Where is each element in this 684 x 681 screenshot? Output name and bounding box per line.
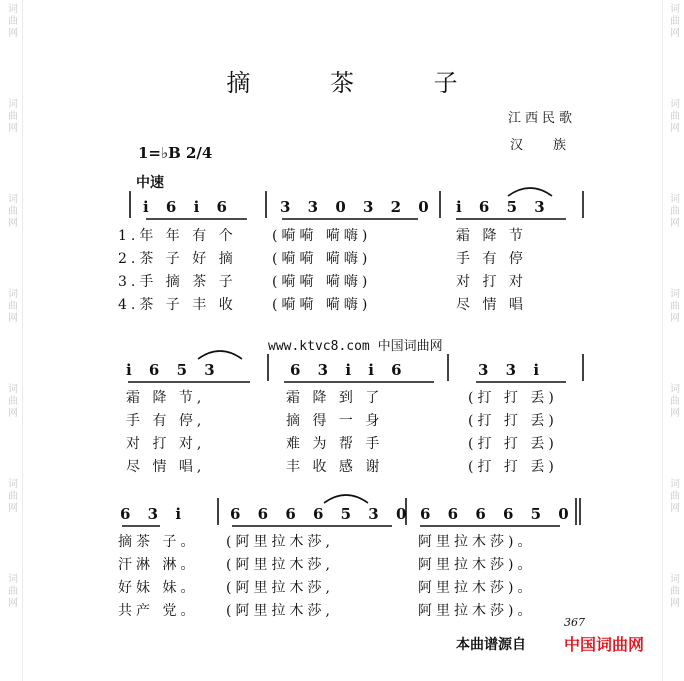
notes-line2-bar3: 3 3 i [478,361,546,379]
side-watermark-text: 词 曲 网 [670,194,680,229]
song-ethnic-group: 汉族 [510,138,597,153]
lyric-line1-verse3: 3.手 摘 茶 子 [118,274,237,290]
lyric-line3-verse2: 汗淋 淋。 [118,557,199,573]
page-number: 367 [564,616,585,629]
lyric-line2-verse3: 对 打 对, [126,436,206,452]
side-watermark-text: 词 曲 网 [8,4,18,39]
lyric-line3-verse2-end: 阿里拉木莎)。 [418,557,536,573]
notes-line1-bar1: i 6 i 6 [143,198,233,216]
tempo-marking: 中速 [136,175,164,191]
lyric-line1-verse2-vocable: (嗬嗬 嗬嗨) [272,251,372,267]
lyric-line2-verse3-mid: 难 为 帮 手 [286,436,384,452]
source-label: 本曲谱源自 [456,637,526,653]
side-watermark-text: 词 曲 网 [670,574,680,609]
side-watermark-text: 词 曲 网 [8,479,18,514]
lyric-line3-verse1-end: 阿里拉木莎)。 [418,534,536,550]
lyric-line1-verse1: 1.年 年 有 个 [118,228,237,244]
notes-line1-bar2: 3 3 0 3 2 0 [280,198,435,216]
notes-line3-bar3: 6 6 6 6 5 0 [420,505,575,523]
lyric-line2-verse2-end: (打 打 丢) [468,413,558,429]
lyric-line2-verse1-mid: 霜 降 到 了 [286,390,384,406]
lyric-line2-verse4-mid: 丰 收 感 谢 [286,459,384,475]
slur [508,188,552,196]
lyric-line3-verse3-mid: (阿里拉木莎, [226,580,334,596]
notes-line3-bar2: 6 6 6 6 5 3 0 [230,505,413,523]
lyric-line1-verse1-end: 霜 降 节 [456,228,527,244]
lyric-line3-verse4-mid: (阿里拉木莎, [226,603,334,619]
lyric-line3-verse1: 摘茶 子。 [118,534,199,550]
song-title: 摘 茶 子 [226,69,494,97]
lyric-line3-verse3-end: 阿里拉木莎)。 [418,580,536,596]
source-site-logo[interactable]: 中国词曲网 [564,635,645,654]
side-watermark-text: 词 曲 网 [670,384,680,419]
lyric-line2-verse2: 手 有 停, [126,413,206,429]
lyric-line3-verse4-end: 阿里拉木莎)。 [418,603,536,619]
notes-line2-bar2: 6 3 i i 6 [290,361,408,379]
key-signature: 1=♭B 2/4 [138,144,213,162]
lyric-line2-verse1: 霜 降 节, [126,390,206,406]
lyric-line1-verse4-vocable: (嗬嗬 嗬嗨) [272,297,372,313]
side-watermark-text: 词 曲 网 [8,194,18,229]
lyric-line2-verse2-mid: 摘 得 一 身 [286,413,384,429]
lyric-line2-verse4-end: (打 打 丢) [468,459,558,475]
lyric-line1-verse4: 4.茶 子 丰 收 [118,297,237,313]
lyric-line3-verse1-mid: (阿里拉木莎, [226,534,334,550]
lyric-line1-verse1-vocable: (嗬嗬 嗬嗨) [272,228,372,244]
side-watermark-text: 词 曲 网 [8,289,18,324]
lyric-line2-verse4: 尽 情 唱, [126,459,206,475]
lyric-line2-verse1-end: (打 打 丢) [468,390,558,406]
lyric-line1-verse3-vocable: (嗬嗬 嗬嗨) [272,274,372,290]
lyric-line3-verse4: 共产 党。 [118,603,199,619]
site-watermark: www.ktvc8.com 中国词曲网 [268,339,443,354]
lyric-line2-verse3-end: (打 打 丢) [468,436,558,452]
slur [324,495,368,503]
side-watermark-text: 词 曲 网 [670,4,680,39]
lyric-line1-verse4-end: 尽 情 唱 [456,297,527,313]
lyric-line1-verse2: 2.茶 子 好 摘 [118,251,237,267]
lyric-line3-verse2-mid: (阿里拉木莎, [226,557,334,573]
slur [198,351,242,359]
notes-line2-bar1: i 6 5 3 [126,361,221,379]
side-watermark-text: 词 曲 网 [670,479,680,514]
notes-line3-bar1: 6 3 i [120,505,188,523]
lyric-line1-verse3-end: 对 打 对 [456,274,527,290]
side-watermark-text: 词 曲 网 [8,99,18,134]
side-watermark-text: 词 曲 网 [8,574,18,609]
side-watermark-text: 词 曲 网 [8,384,18,419]
notes-line1-bar3: i 6 5 3 [456,198,551,216]
side-watermark-text: 词 曲 网 [670,99,680,134]
lyric-line1-verse2-end: 手 有 停 [456,251,527,267]
side-watermark-text: 词 曲 网 [670,289,680,324]
lyric-line3-verse3: 好妹 妹。 [118,580,199,596]
song-origin: 江西民歌 [508,111,577,126]
